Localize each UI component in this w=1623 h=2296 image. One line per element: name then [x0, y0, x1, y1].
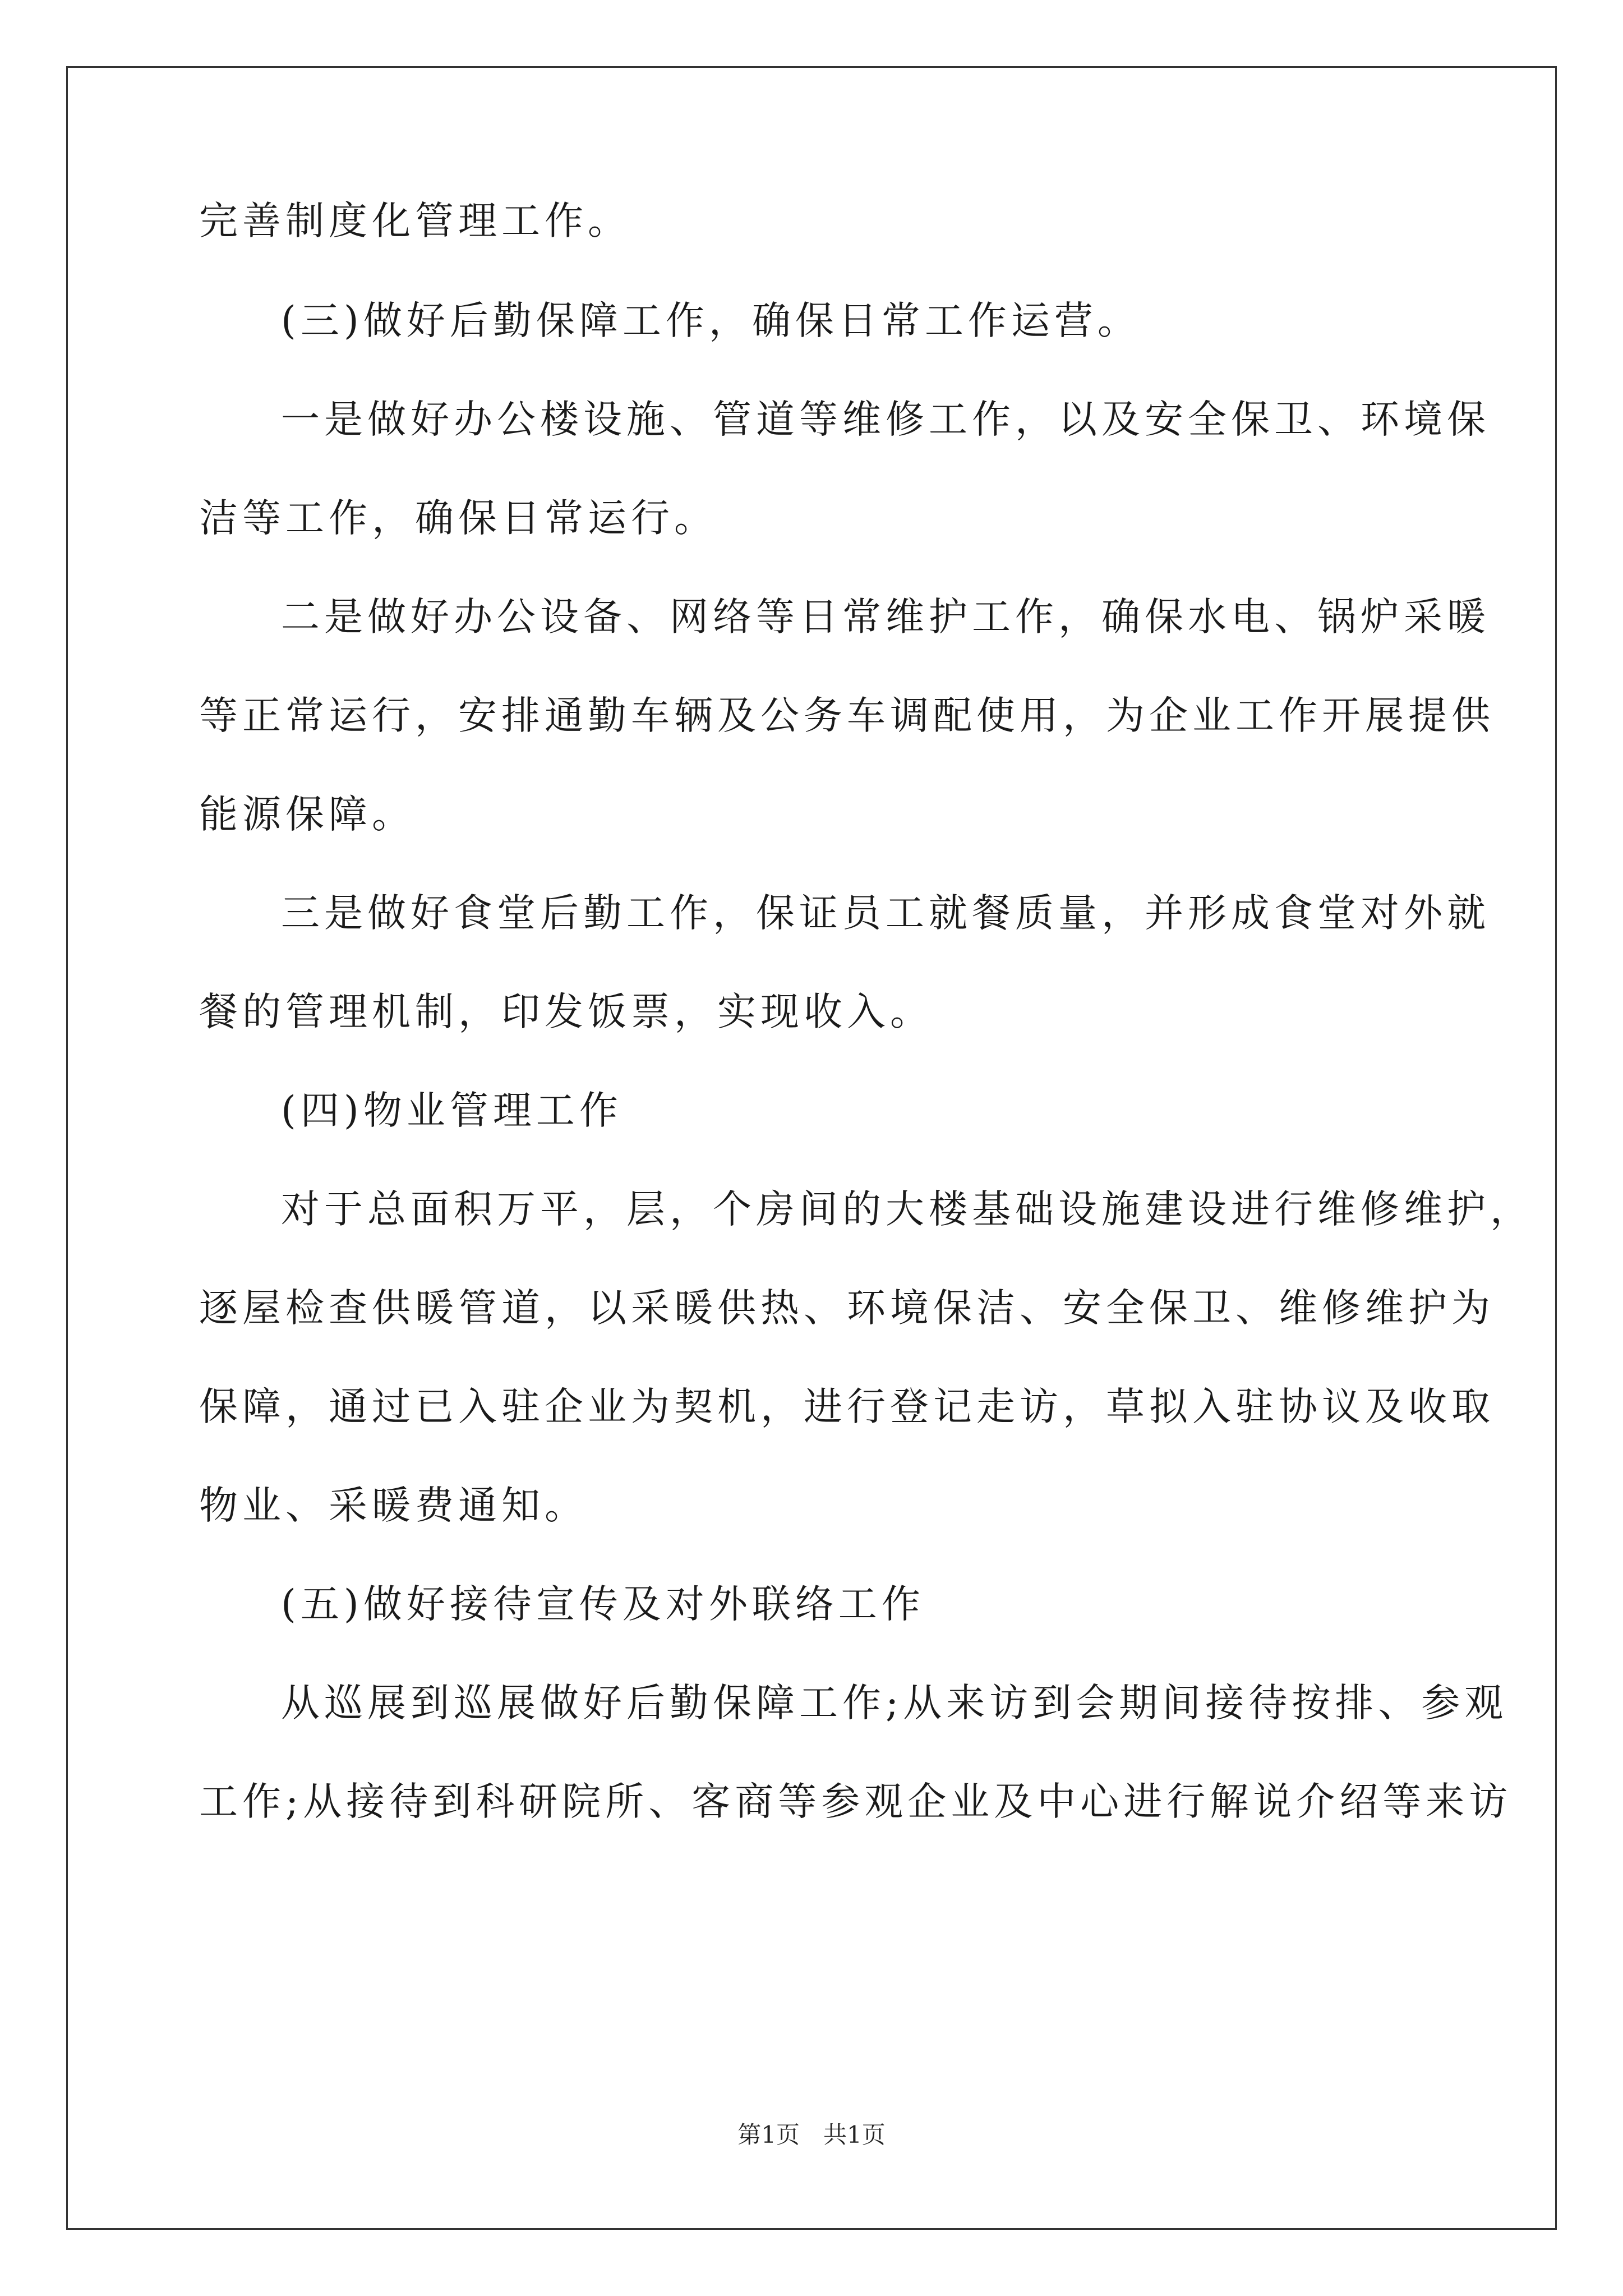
section-heading: (五)做好接待宣传及对外联络工作 — [281, 1582, 925, 1627]
text-line: 物业、采暖费通知。 — [199, 1483, 588, 1528]
text-line: 三是做好食堂后勤工作，保证员工就餐质量，并形成食堂对外就 — [281, 891, 1490, 936]
text-line: 从巡展到巡展做好后勤保障工作;从来访到会期间接待按排、参观 — [281, 1681, 1508, 1726]
text-line: 餐的管理机制，印发饭票，实现收入。 — [199, 990, 933, 1034]
text-line: 逐屋检查供暖管道，以采暖供热、环境保洁、安全保卫、维修维护为 — [199, 1286, 1495, 1331]
text-line: 洁等工作，确保日常运行。 — [199, 496, 717, 541]
text-line: 保障，通过已入驻企业为契机，进行登记走访，草拟入驻协议及收取 — [199, 1384, 1495, 1429]
section-heading: (四)物业管理工作 — [281, 1088, 623, 1133]
text-line: 工作;从接待到科研院所、客商等参观企业及中心进行解说介绍等来访 — [199, 1779, 1513, 1824]
text-line: 二是做好办公设备、网络等日常维护工作，确保水电、锅炉采暖 — [281, 595, 1490, 639]
text-line: 等正常运行，安排通勤车辆及公务车调配使用，为企业工作开展提供 — [199, 693, 1495, 738]
text-line: 能源保障。 — [199, 792, 415, 837]
text-line: 完善制度化管理工作。 — [199, 199, 631, 243]
page-number-footer: 第1页 共1页 — [737, 2121, 886, 2148]
text-line: 对于总面积万平，层，个房间的大楼基础设施建设进行维修维护， — [281, 1187, 1533, 1232]
page-border — [66, 66, 1557, 2230]
section-heading: (三)做好后勤保障工作，确保日常工作运营。 — [281, 298, 1141, 343]
text-line: 一是做好办公楼设施、管道等维修工作，以及安全保卫、环境保 — [281, 397, 1490, 442]
